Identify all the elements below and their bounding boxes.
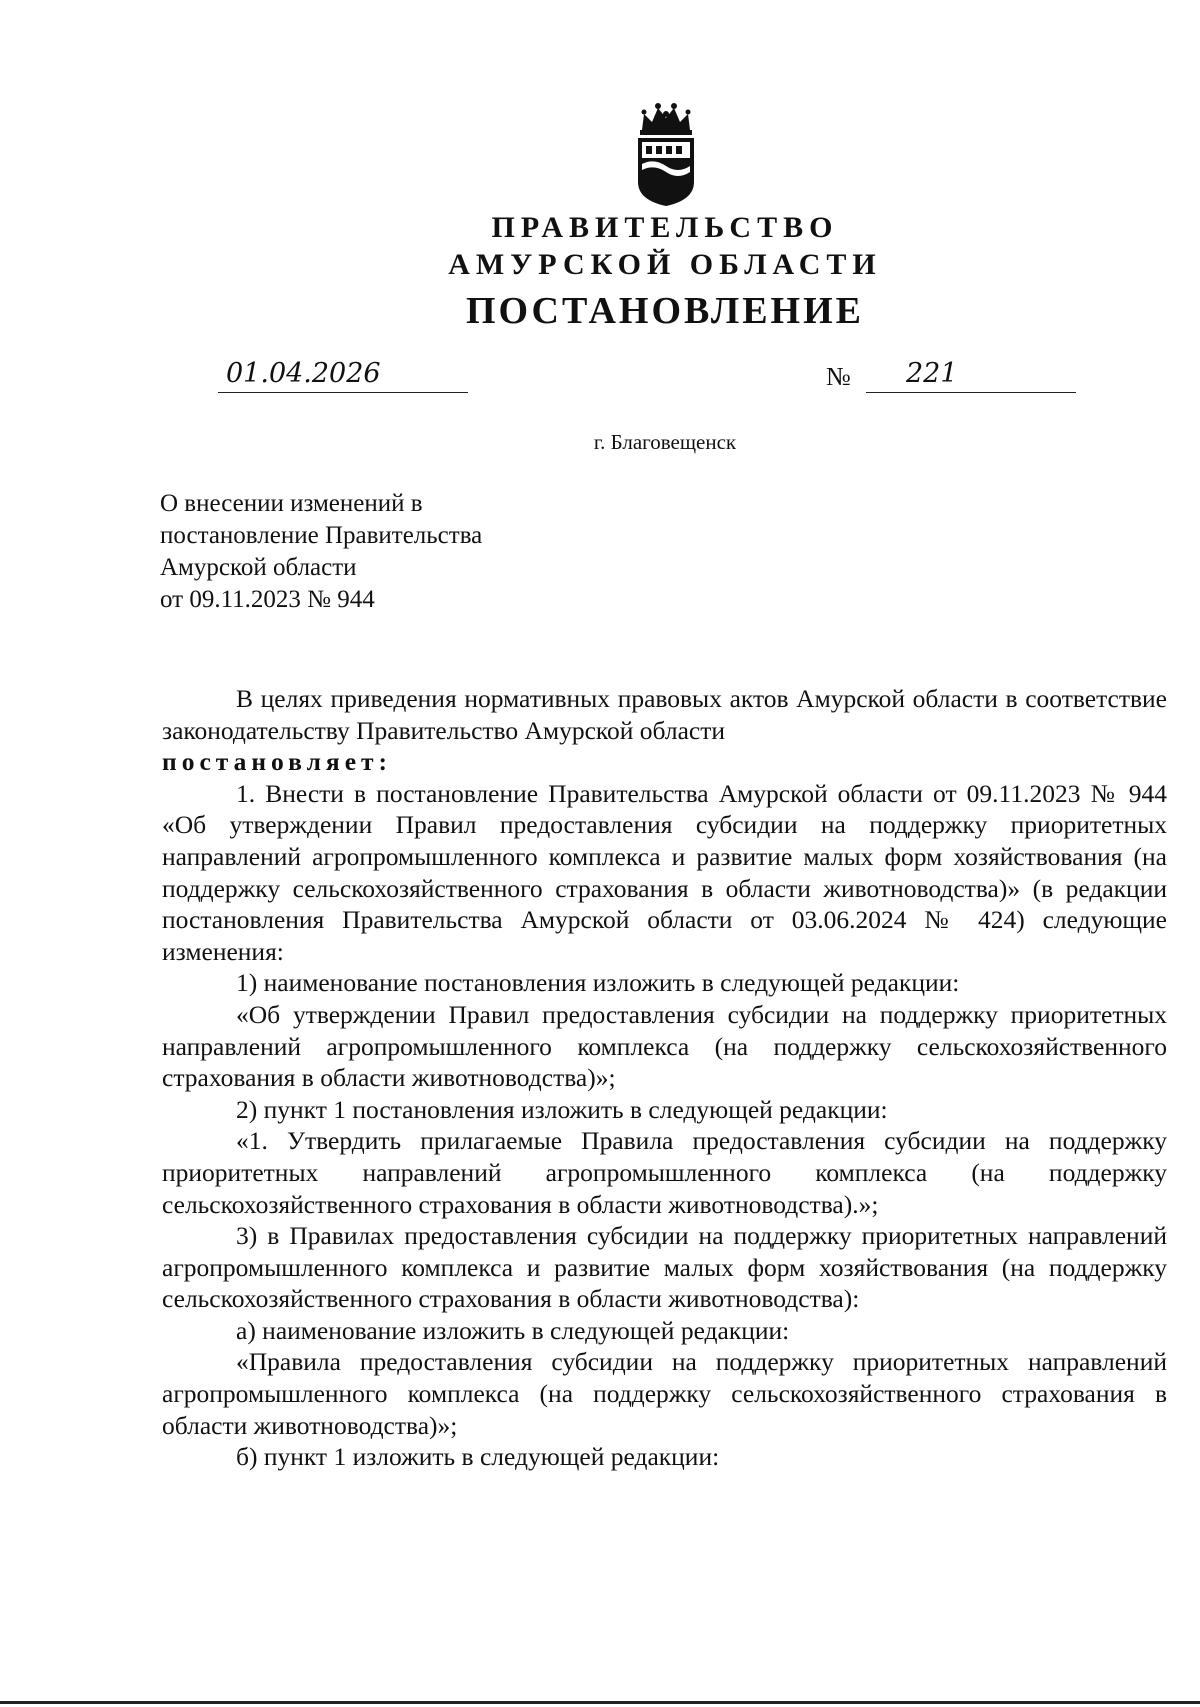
resolves-word: постановляет: — [162, 747, 393, 777]
body-paragraph: «Правила предоставления субсидии на поддержку приоритетных направлений агропромышленного комплекса (на поддержку сельскохозяйственного страхования в области животноводства)»; — [162, 1347, 1167, 1440]
body-paragraph: 1) наименование постановления изложить в следующей редакции: — [236, 968, 960, 998]
document-type-title: ПОСТАНОВЛЕНИЕ — [465, 290, 865, 332]
body-paragraph: 1. Внести в постановление Правительства Амурской области от 09.11.2023 № 944 «Об утверждении Правил предоставления субсидии на поддержку приоритетных направлений агропромышленного комплекса и развитие малых форм хозяйствования (на поддержку сельскохозяйственного страхования в области животноводства)» (в редакции постановления Правительства Амурской области от 03.06.2024 № 424) следующие изменения: — [162, 778, 1167, 966]
city-name: г. Благовещенск — [593, 430, 737, 454]
body-paragraph: 3) в Правилах предоставления субсидии на поддержку приоритетных направлений агропромышленного комплекса и развитие малых форм хозяйствования (на поддержку сельскохозяйственного страхования в области животноводства): — [162, 1221, 1167, 1314]
subject-line: О внесении изменений в — [160, 490, 423, 517]
document-body — [162, 683, 1167, 1473]
body-paragraph: б) пункт 1 изложить в следующей редакции: — [236, 1442, 720, 1472]
resolves-heading — [162, 746, 1167, 778]
subject-line: постановление Правительства — [160, 522, 483, 549]
subject-line: от 09.11.2023 № 944 — [160, 586, 375, 613]
body-paragraph: а) наименование изложить в следующей редакции: — [236, 1315, 790, 1345]
page-bottom-edge — [0, 1701, 1200, 1704]
subject-line: Амурской области — [160, 554, 357, 581]
government-name-line1: ПРАВИТЕЛЬСТВО — [491, 211, 839, 244]
body-paragraph: 2) пункт 1 постановления изложить в следующей редакции: — [236, 1094, 888, 1124]
government-name-line2: АМУРСКОЙ ОБЛАСТИ — [448, 248, 882, 281]
date-field — [218, 360, 468, 393]
number-field — [866, 360, 1076, 393]
body-paragraph: «1. Утвердить прилагаемые Правила предоставления субсидии на поддержку приоритетных направлений агропромышленного комплекса (на поддержку сельскохозяйственного страхования в области животноводства).»; — [162, 1126, 1167, 1219]
number-label: № — [826, 362, 851, 391]
handwritten-number: 221 — [906, 358, 958, 389]
document-subject — [160, 488, 482, 616]
body-paragraph: «Об утверждении Правил предоставления субсидии на поддержку приоритетных направлений агропромышленного комплекса (на поддержку сельскохозяйственного страхования в области животноводства)»; — [162, 999, 1167, 1093]
coat-of-arms-icon — [628, 100, 704, 208]
handwritten-date: 01.04.2026 — [226, 358, 381, 389]
preamble-paragraph: В целях приведения нормативных правовых актов Амурской области в соответствие законодательству Правительство Амурской области — [162, 684, 1167, 745]
